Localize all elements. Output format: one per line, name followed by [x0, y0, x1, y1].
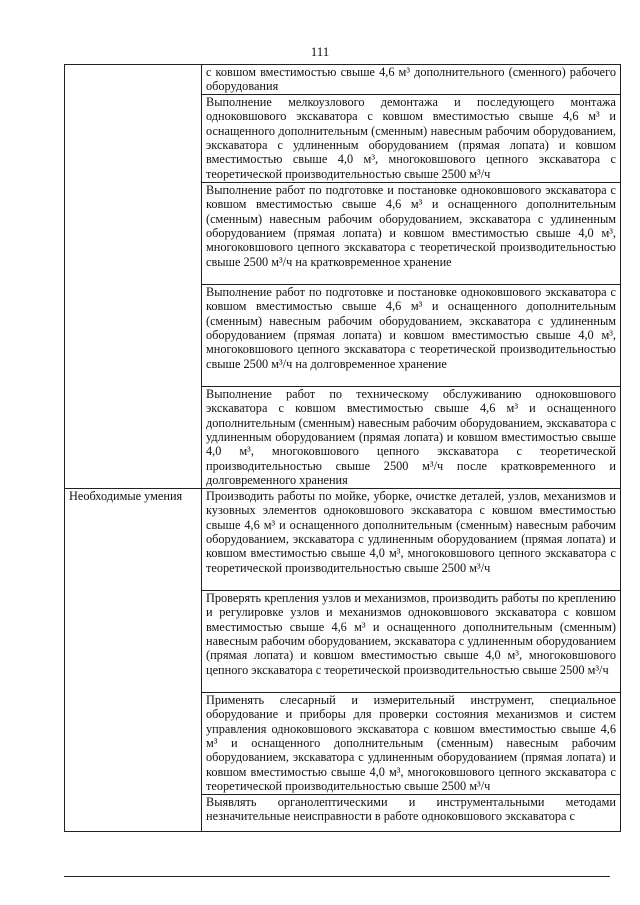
requirements-table — [64, 64, 621, 832]
cell-text: Выявлять органолептическими и инструментальными методами незначительные неисправности в работе одноковшового экскаватора с — [206, 794, 616, 824]
table-row — [65, 65, 621, 95]
cell-text: Применять слесарный и измерительный инструмент, специальное оборудование и приборы для проверки состояния механизмов и систем управления одноковшового экскаватора с ковшом вместимостью свыше 4,6 м³ и оснащенного дополнительным (сменным) навесным рабочим оборудованием, экскаватора с удлиненным оборудованием (прямая лопата) и ковшом вместимостью свыше 4,0 м³, многоковшового цепного экскаватора с теоретической производительностью свыше 2500 м³/ч — [206, 692, 616, 794]
table-cell — [202, 590, 621, 692]
table-cell — [202, 284, 621, 386]
row-label-empty — [65, 65, 202, 489]
table-cell — [202, 794, 621, 831]
table-cell — [202, 386, 621, 488]
table-cell — [202, 692, 621, 794]
table-cell — [202, 94, 621, 182]
page-number: 111 — [310, 44, 330, 59]
table-bottom-rule — [64, 876, 610, 877]
table-row — [65, 488, 621, 590]
cell-text: Выполнение работ по подготовке и постановке одноковшового экскаватора с ковшом вместимостью свыше 4,6 м³ и оснащенного дополнительным (сменным) навесным рабочим оборудованием, экскаватора с удлиненным оборудованием (прямая лопата) и ковшом вместимостью свыше 4,0 м³, многоковшового цепного экскаватора с теоретической производительностью свыше 2500 м³/ч на кратковременное хранение — [206, 182, 616, 269]
table-cell — [202, 65, 621, 95]
table-cell — [202, 182, 621, 284]
cell-text: Проверять крепления узлов и механизмов, производить работы по креплению и регулировке узлов и механизмов одноковшового экскаватора с ковшом вместимостью свыше 4,6 м³ и оснащенного дополнительным (сменным) навесным рабочим оборудованием, экскаватора с удлиненным оборудованием (прямая лопата) и ковшом вместимостью свыше 4,0 м³, многоковшового цепного экскаватора с теоретической производительностью свыше 2500 м³/ч — [206, 590, 616, 677]
row-label-skills: Необходимые умения — [65, 488, 202, 831]
cell-text: Производить работы по мойке, уборке, очистке деталей, узлов, механизмов и кузовных элементов одноковшового экскаватора с ковшом вместимостью свыше 4,6 м³ и оснащенного дополнительным (сменным) навесным рабочим оборудованием, экскаватора с удлиненным оборудованием (прямая лопата) и ковшом вместимостью свыше 4,0 м³, многоковшового цепного экскаватора с теоретической производительностью свыше 2500 м³/ч — [206, 488, 616, 575]
cell-text: Выполнение работ по подготовке и постановке одноковшового экскаватора с ковшом вместимостью свыше 4,6 м³ и оснащенного дополнительным (сменным) навесным рабочим оборудованием, экскаватора с удлиненным оборудованием (прямая лопата) и ковшом вместимостью свыше 4,0 м³, многоковшового цепного экскаватора с теоретической производительностью свыше 2500 м³/ч на долговременное хранение — [206, 284, 616, 371]
table-cell — [202, 488, 621, 590]
cell-text: Выполнение работ по техническому обслуживанию одноковшового экскаватора с ковшом вместимостью свыше 4,6 м³ и оснащенного дополнительным (сменным) навесным рабочим оборудованием, экскаватора с удлиненным оборудованием (прямая лопата) и ковшом вместимостью свыше 4,0 м³, многоковшового цепного экскаватора с теоретической производительностью свыше 2500 м³/ч после кратковременного и долговременного хранения — [206, 386, 616, 488]
cell-text: Выполнение мелкоузлового демонтажа и последующего монтажа одноковшового экскаватора с ковшом вместимостью свыше 4,6 м³ и оснащенного дополнительным (сменным) навесным рабочим оборудованием, экскаватора с удлиненным оборудованием (прямая лопата) и ковшом вместимостью свыше 4,0 м³, многоковшового цепного экскаватора с теоретической производительностью свыше 2500 м³/ч — [206, 94, 616, 181]
cell-text: с ковшом вместимостью свыше 4,6 м³ дополнительного (сменного) рабочего оборудования — [206, 65, 616, 94]
